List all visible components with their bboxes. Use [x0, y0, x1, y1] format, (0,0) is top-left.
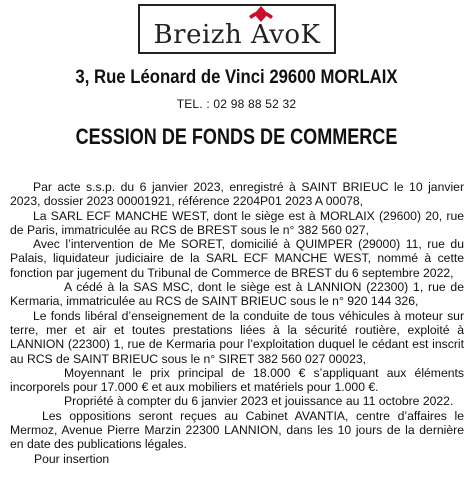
notice-title: CESSION DE FONDS DE COMMERCE [75, 124, 398, 149]
notice-paragraph: Avec l’intervention de Me SORET, domicilié à QUIMPER (29000) 11, rue du Palais, liquidateur judiciaire de la SARL ECF MANCHE WEST, nommé à cette fonction par jugement du Tribunal de Commerce de BREST du 6 septembre 2022, [10, 237, 464, 280]
notice-paragraph: Par acte s.s.p. du 6 janvier 2023, enregistré à SAINT BRIEUC le 10 janvier 2023, dossier 2023 00001921, référence 2204P01 2023 A 00078, [10, 180, 464, 209]
signature: Pour insertion [34, 451, 110, 466]
office-phone: TEL. : 02 98 88 52 32 [176, 97, 297, 111]
notice-paragraph: Le fonds libéral d’enseignement de la conduite de tous véhicules à moteur sur terre, mer et air et toutes prestations liées à la sécurité routière, exploité à LANNION (22300) 1, rue de Kermaria pour l’exploitation duquel le cédant est inscrit au RCS de SAINT BRIEUC sous le n° SIRET 382 560 027 00023, [10, 308, 464, 366]
logo [138, 4, 336, 54]
notice-paragraph: Moyennant le prix principal de 18.000 € s’appliquant aux éléments incorporels pour 17.000 € et aux mobiliers et matériels pour 1.000 €. [10, 365, 464, 395]
notice-body [10, 180, 464, 466]
notice-paragraph: Les oppositions seront reçues au Cabinet AVANTIA, centre d’affaires le Mermoz, Avenue Pierre Marzin 22300 LANNION, dans les 10 jours de la dernière en date des publications légales. [10, 408, 464, 452]
notice-paragraph: Propriété à compter du 6 janvier 2023 et jouissance au 11 octobre 2022. [64, 394, 454, 409]
notice-paragraph: La SARL ECF MANCHE WEST, dont le siège est à MORLAIX (29600) 20, rue de Paris, immatriculée au RCS de BREST sous le n° 382 560 027, [10, 208, 464, 237]
notice-paragraph: A cédé à la SAS MSC, dont le siège est à LANNION (22300) 1, rue de Kermaria, immatriculée au RCS de SAINT BRIEUC sous le n° 920 144 326, [10, 280, 464, 309]
logo-text: Breizh AvoK [153, 20, 321, 50]
office-address: 3, Rue Léonard de Vinci 29600 MORLAIX [75, 67, 398, 88]
